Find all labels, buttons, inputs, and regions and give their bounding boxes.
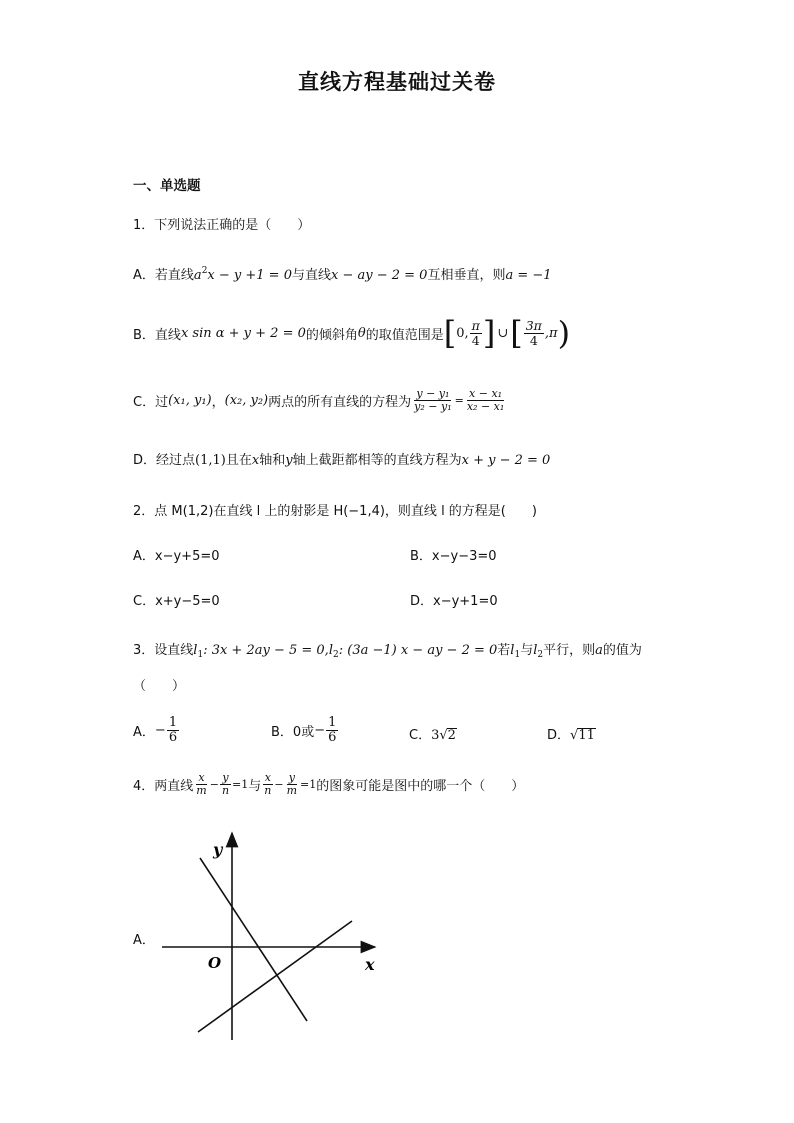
math-expr: a [193, 268, 202, 283]
option-text: 与直线 [291, 268, 331, 283]
question-3-paren: （ ） [133, 679, 186, 694]
math-symbol: x [251, 453, 260, 468]
math-expr: : 3x + 2ay − 5 = 0, [203, 643, 329, 658]
math-symbol: θ [357, 325, 366, 341]
option-label: D． [133, 453, 157, 468]
q2-option-c: C．x+y−5=0 [133, 594, 220, 609]
page-title: 直线方程基础过关卷 [298, 70, 496, 94]
option-label: A． [133, 725, 155, 740]
fraction: $\frac{\text{x − x₁}}{\text{x₂ − x₁}}$ [466, 387, 505, 413]
q1-option-b [133, 314, 571, 352]
option-text: 经过点 [156, 453, 196, 468]
math-expr: x sin α + y + 2 = 0 [180, 325, 306, 341]
option-text: 直线 [154, 327, 181, 343]
question-4-stem: 4．两直线 $\frac{x}{m}$ − $\frac{y}{n}$ =1 与 $\frac{x}{n}$ − $\frac{y}{m}$ =1 的图象可能是图中的哪一个（ ） [133, 771, 525, 797]
stem-text: 平行，则 [543, 643, 596, 658]
option-text: 轴上截距都相等的直线方程为 [292, 453, 462, 468]
math-subscript: 1 [197, 650, 204, 660]
option-label: D． [547, 728, 571, 743]
math-sign: − [314, 723, 326, 738]
math-point: (x₂, y₂) [224, 393, 269, 408]
fraction: $\frac{y}{m}$ [286, 771, 298, 797]
math-expr: x + y − 2 = 0 [461, 453, 551, 468]
equals-sign: = [454, 394, 464, 407]
math-point: (1,1) [195, 453, 226, 468]
y-axis-label: y [213, 840, 223, 859]
q1-option-d [133, 449, 550, 468]
option-label: C． [133, 395, 156, 410]
x-axis-label: x [365, 955, 375, 974]
math-point: (x₁, y₁) [168, 393, 212, 408]
q3-option-d: D．√11 [547, 728, 595, 743]
stem-text: 3．设直线 [133, 643, 194, 658]
fraction: $\frac{3\pi}{4}$ [525, 317, 542, 348]
option-text: 过 [155, 395, 169, 410]
option-text: 的取值范围是 [365, 327, 444, 343]
math-symbol: a [595, 643, 603, 658]
option-text: 互相垂直，则 [427, 268, 506, 283]
q3-option-a [133, 716, 180, 745]
q3-option-b [271, 716, 339, 745]
graph-line-2 [198, 921, 352, 1032]
stem-text: 的值为 [602, 643, 642, 658]
q3-option-c: C．3√2 [409, 728, 456, 743]
q2-option-a: A．x−y+5=0 [133, 549, 220, 564]
origin-label: O [208, 954, 222, 972]
stem-text: 与 [248, 779, 262, 794]
fraction: $\frac{1}{6}$ [168, 715, 178, 745]
q4-option-a-label: A． [133, 933, 155, 948]
fraction: $\frac{\pi}{4}$ [471, 317, 480, 348]
bracket-right: ] [482, 314, 496, 352]
math-expr: =1 [232, 778, 249, 791]
option-label: B． [133, 327, 155, 343]
math-symbol: l [328, 643, 333, 658]
fraction: $\frac{\text{y − y₁}}{\text{y₂ − y₁}}$ [414, 387, 452, 413]
minus-sign: − [209, 778, 219, 791]
radicand: 11 [578, 728, 595, 743]
option-label: B．0或 [271, 725, 315, 740]
section-heading: 一、单选题 [133, 178, 201, 194]
stem-text: 与 [520, 643, 534, 658]
option-text: ， [211, 395, 225, 410]
union-symbol: ∪ [497, 325, 509, 341]
math-expr: =1 [300, 778, 317, 791]
option-label: A． [133, 268, 155, 283]
paren-right: ) [557, 314, 571, 352]
option-label: C． [409, 728, 432, 743]
math-expr: x − ay − 2 = 0 [331, 268, 428, 283]
math-expr: a = −1 [505, 268, 552, 283]
math-symbol: l [193, 643, 198, 658]
q1-option-c [133, 388, 507, 413]
math-subscript: 2 [333, 650, 339, 660]
option-text: 两点的所有直线的方程为 [268, 395, 412, 410]
question-1-stem: 1．下列说法正确的是（ ） [133, 218, 311, 233]
math-coef: 3 [431, 728, 440, 743]
option-text: 若直线 [154, 268, 194, 283]
option-text: 且在 [225, 453, 252, 468]
graph-line-1 [200, 858, 307, 1021]
math-expr: : (3a −1) x − ay − 2 = 0 [338, 643, 498, 658]
interval-end: ,π [544, 325, 558, 341]
math-sign: − [154, 723, 166, 738]
stem-text: 的图象可能是图中的哪一个（ ） [316, 779, 525, 794]
option-text: 轴和 [259, 453, 286, 468]
radicand: 2 [447, 728, 456, 743]
fraction: $\frac{1}{6}$ [328, 715, 337, 745]
math-expr: x − y +1 = 0 [207, 268, 292, 283]
stem-text: 若 [497, 643, 511, 658]
q2-option-b: B．x−y−3=0 [410, 549, 497, 564]
fraction: $\frac{x}{n}$ [264, 771, 272, 797]
math-symbol: y [285, 453, 293, 468]
stem-text: 4．两直线 [133, 779, 194, 794]
fraction: $\frac{y}{n}$ [221, 771, 230, 797]
q2-option-d: D．x−y+1=0 [410, 594, 498, 609]
interval-start: 0, [456, 325, 469, 341]
question-2-stem: 2．点 M(1,2)在直线 l 上的射影是 H(−1,4)，则直线 l 的方程是( ) [133, 504, 537, 519]
bracket-left: [ [510, 314, 523, 352]
q4-graph-a [150, 825, 390, 1050]
q1-option-a [133, 264, 552, 283]
math-superscript: 2 [201, 266, 208, 276]
bracket-left: [ [443, 314, 457, 352]
option-text: 的倾斜角 [305, 327, 358, 343]
question-3-stem: 3．设直线$l_1$: $3x + 2ay - 5 = 0,l_2$: (3a −1) x − ay − 2 = 0若$l_1$与$l_2$平行，则a的值为 [133, 643, 642, 660]
fraction: $\frac{x}{m}$ [196, 771, 207, 797]
